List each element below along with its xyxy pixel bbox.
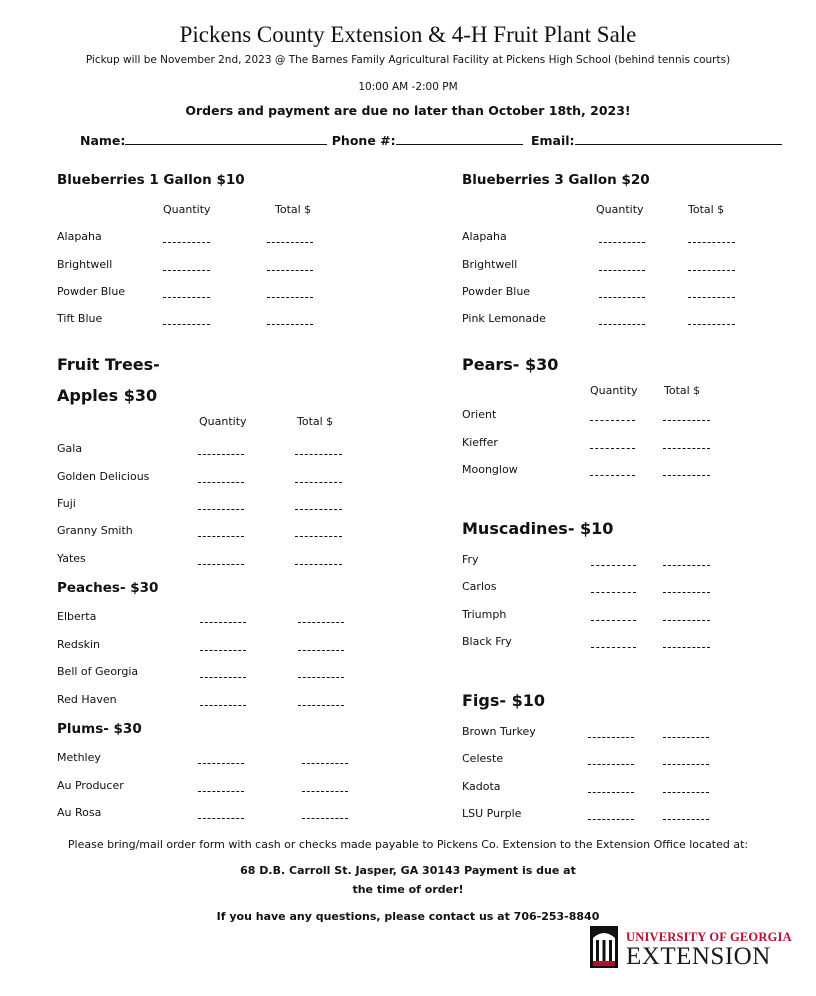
email-field[interactable] [575,132,782,145]
item-label: LSU Purple [462,807,522,820]
quantity-column-header: Quantity [163,203,211,216]
quantity-blank[interactable] [200,649,246,651]
quantity-blank[interactable] [163,269,210,271]
quantity-blank[interactable] [200,621,246,623]
quantity-blank[interactable] [591,564,636,566]
quantity-blank[interactable] [198,508,244,510]
item-label: Gala [57,442,83,455]
total-blank[interactable] [302,817,348,819]
page-title: Pickens County Extension & 4-H Fruit Plant Sale [179,22,637,47]
total-blank[interactable] [663,736,709,738]
item-label: Brightwell [57,258,113,271]
total-blank[interactable] [295,508,342,510]
footer-instructions: Please bring/mail order form with cash or checks made payable to Pickens Co. Extension to the Extension Office located at: [67,838,749,851]
section-heading-plums: Plums- $30 [57,721,142,737]
total-blank[interactable] [688,296,735,298]
name-label: Name: [80,133,126,148]
total-blank[interactable] [302,790,348,792]
total-column-header: Total $ [297,415,334,428]
order-deadline: Orders and payment are due no later than October 18th, 2023! [185,103,631,118]
total-blank[interactable] [295,563,342,565]
pickup-info: Pickup will be November 2nd, 2023 @ The Barnes Family Agricultural Facility at Pickens High School (behind tennis courts) [85,54,731,66]
footer-address: 68 D.B. Carroll St. Jasper, GA 30143 Payment is due at [240,864,576,877]
item-label: Tift Blue [57,312,103,325]
item-label: Celeste [462,752,504,765]
quantity-blank[interactable] [599,323,645,325]
total-blank[interactable] [298,676,344,678]
quantity-blank[interactable] [590,419,635,421]
total-blank[interactable] [688,241,735,243]
total-blank[interactable] [295,535,342,537]
quantity-blank[interactable] [588,736,634,738]
item-label: Brightwell [462,258,518,271]
quantity-blank[interactable] [198,790,244,792]
total-blank[interactable] [267,296,313,298]
quantity-column-header: Quantity [596,203,644,216]
item-label: Orient [462,408,497,421]
total-blank[interactable] [663,591,710,593]
section-heading-figs: Figs- $10 [462,691,545,710]
footer-contact: If you have any questions, please contact us at 706-253-8840 [216,910,600,923]
section-heading-apples: Apples $30 [57,386,158,405]
item-label: Carlos [462,580,497,593]
footer-payment-note: the time of order! [352,883,464,896]
quantity-blank[interactable] [599,269,645,271]
extension-wordmark: EXTENSION [626,943,771,970]
item-label: Golden Delicious [57,470,150,483]
item-label: Elberta [57,610,97,623]
quantity-blank[interactable] [163,241,210,243]
quantity-blank[interactable] [590,447,635,449]
item-label: Pink Lemonade [462,312,546,325]
item-label: Red Haven [57,693,117,706]
name-field[interactable] [125,132,327,145]
quantity-column-header: Quantity [590,384,638,397]
total-blank[interactable] [663,474,710,476]
item-label: Yates [57,552,86,565]
item-label: Kadota [462,780,501,793]
quantity-blank[interactable] [590,474,635,476]
section-heading-fruit_trees: Fruit Trees- [57,355,160,374]
total-blank[interactable] [663,419,710,421]
quantity-blank[interactable] [200,676,246,678]
pickup-time: 10:00 AM -2:00 PM [358,81,458,93]
quantity-blank[interactable] [198,535,244,537]
total-blank[interactable] [302,762,348,764]
quantity-blank[interactable] [588,763,634,765]
phone-label: Phone #: [331,133,396,148]
section-heading-muscadines: Muscadines- $10 [462,519,614,538]
item-label: Granny Smith [57,524,133,537]
item-label: Methley [57,751,101,764]
total-blank[interactable] [688,323,735,325]
quantity-blank[interactable] [198,817,244,819]
quantity-blank[interactable] [591,619,636,621]
total-blank[interactable] [663,818,709,820]
item-label: Alapaha [57,230,102,243]
total-blank[interactable] [663,646,710,648]
total-blank[interactable] [267,323,313,325]
quantity-column-header: Quantity [199,415,247,428]
total-blank[interactable] [298,621,344,623]
item-label: Brown Turkey [462,725,536,738]
total-column-header: Total $ [688,203,725,216]
section-heading-blue3: Blueberries 3 Gallon $20 [462,172,650,188]
total-column-header: Total $ [275,203,312,216]
item-label: Powder Blue [57,285,126,298]
total-blank[interactable] [663,447,710,449]
quantity-blank[interactable] [591,646,636,648]
total-blank[interactable] [663,564,710,566]
item-label: Triumph [462,608,507,621]
total-column-header: Total $ [664,384,701,397]
quantity-blank[interactable] [599,241,645,243]
item-label: Black Fry [462,635,512,648]
total-blank[interactable] [663,619,710,621]
total-blank[interactable] [688,269,735,271]
contact-fields [80,132,782,148]
email-label: Email: [530,133,575,148]
arch-icon [590,926,618,968]
item-label: Bell of Georgia [57,665,139,678]
quantity-blank[interactable] [200,704,246,706]
quantity-blank[interactable] [198,563,244,565]
total-blank[interactable] [295,453,342,455]
quantity-blank[interactable] [198,453,244,455]
quantity-blank[interactable] [588,791,634,793]
quantity-blank[interactable] [588,818,634,820]
item-label: Moonglow [462,463,518,476]
item-label: Fry [462,553,479,566]
section-heading-peaches: Peaches- $30 [57,580,159,596]
quantity-blank[interactable] [198,481,244,483]
quantity-blank[interactable] [591,591,636,593]
total-blank[interactable] [663,791,709,793]
quantity-blank[interactable] [163,323,210,325]
section-heading-blue1: Blueberries 1 Gallon $10 [57,172,245,188]
phone-field[interactable] [396,132,523,145]
quantity-blank[interactable] [198,762,244,764]
item-label: Alapaha [462,230,507,243]
item-label: Au Rosa [57,806,102,819]
item-label: Fuji [57,497,76,510]
total-blank[interactable] [267,241,313,243]
total-blank[interactable] [298,704,344,706]
total-blank[interactable] [295,481,342,483]
item-label: Powder Blue [462,285,531,298]
total-blank[interactable] [267,269,313,271]
item-label: Redskin [57,638,101,651]
quantity-blank[interactable] [599,296,645,298]
total-blank[interactable] [298,649,344,651]
item-label: Au Producer [57,779,124,792]
item-label: Kieffer [462,436,498,449]
section-heading-pears: Pears- $30 [462,355,559,374]
quantity-blank[interactable] [163,296,210,298]
uga-wordmark: UNIVERSITY OF GEORGIA [626,930,792,944]
total-blank[interactable] [663,763,709,765]
